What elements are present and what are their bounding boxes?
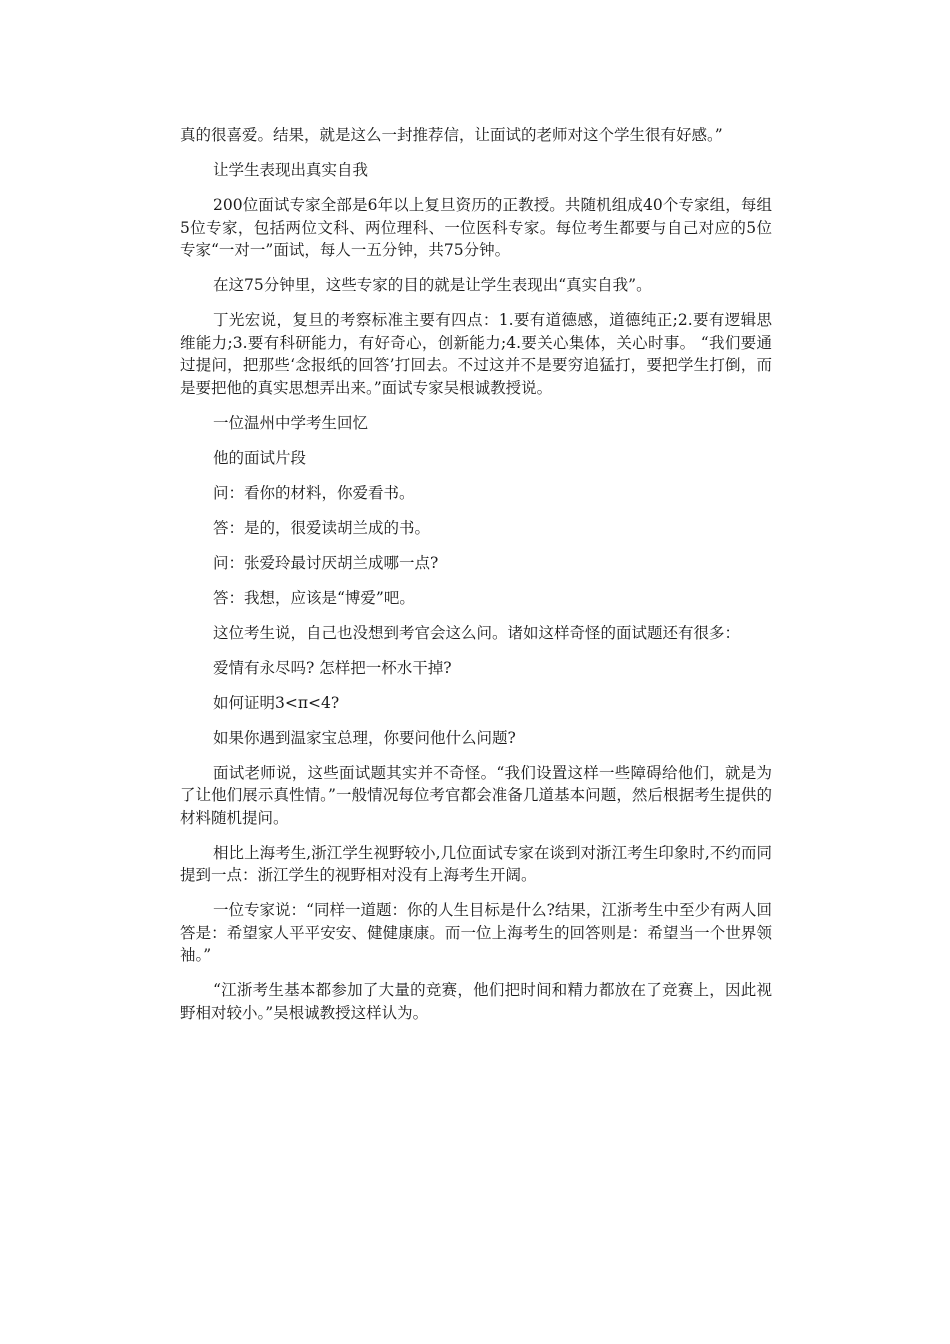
example-question: 爱情有永尽吗? 怎样把一杯水干掉?	[213, 658, 452, 677]
interview-question: 问：张爱玲最讨厌胡兰成哪一点?	[213, 553, 439, 572]
section-heading: 一位温州中学考生回忆	[213, 413, 369, 432]
paragraph: 面试老师说，这些面试题其实并不奇怪。“我们设置这样一些障碍给他们，就是为了让他们展示真性情。”一般情况每位考官都会准备几道基本问题，然后根据考生提供的材料随机提问。	[180, 763, 772, 827]
interview-question: 问：看你的材料，你爱看书。	[213, 483, 415, 502]
paragraph: 一位专家说：“同样一道题：你的人生目标是什么?结果，江浙考生中至少有两人回答是：希望家人平平安安、健健康康。而一位上海考生的回答则是：希望当一个世界领袖。”	[180, 901, 772, 964]
interview-answer: 答：我想，应该是“博爱”吧。	[213, 588, 415, 607]
article-body	[180, 124, 772, 1037]
interview-answer: 答：是的，很爱读胡兰成的书。	[213, 518, 431, 537]
example-question: 如何证明3<π<4?	[213, 693, 340, 712]
paragraph: 相比上海考生,浙江学生视野较小,几位面试专家在谈到对浙江考生印象时,不约而同提到一点：浙江学生的视野相对没有上海考生开阔。	[180, 843, 772, 884]
paragraph: “江浙考生基本都参加了大量的竞赛，他们把时间和精力都放在了竞赛上，因此视野相对较小。”吴根诚教授这样认为。	[180, 981, 772, 1022]
section-heading: 让学生表现出真实自我	[213, 161, 369, 179]
paragraph-continuation: 真的很喜爱。结果，就是这么一封推荐信，让面试的老师对这个学生很有好感。”	[180, 126, 723, 144]
section-heading: 他的面试片段	[213, 448, 307, 467]
paragraph: 200位面试专家全部是6年以上复旦资历的正教授。共随机组成40个专家组，每组5位专家，包括两位文科、两位理科、一位医科专家。每位考生都要与自己对应的5位专家“一对一”面试，每人一五分钟，共75分钟。	[180, 196, 772, 259]
paragraph: 在这75分钟里，这些专家的目的就是让学生表现出“真实自我”。	[213, 276, 652, 294]
paragraph: 这位考生说，自己也没想到考官会这么问。诸如这样奇怪的面试题还有很多：	[213, 623, 741, 642]
example-question: 如果你遇到温家宝总理，你要问他什么问题?	[213, 728, 516, 747]
paragraph: 丁光宏说，复旦的考察标准主要有四点：1.要有道德感，道德纯正;2.要有逻辑思维能力;3.要有科研能力，有好奇心，创新能力;4.要关心集体，关心时事。 “我们要通过提问，把那些‘念报纸的回答’打回去。不过这并不是要穷追猛打，要把学生打倒，而是要把他的真实思想弄出来。”面试专家吴根诚教授说。	[180, 311, 772, 397]
